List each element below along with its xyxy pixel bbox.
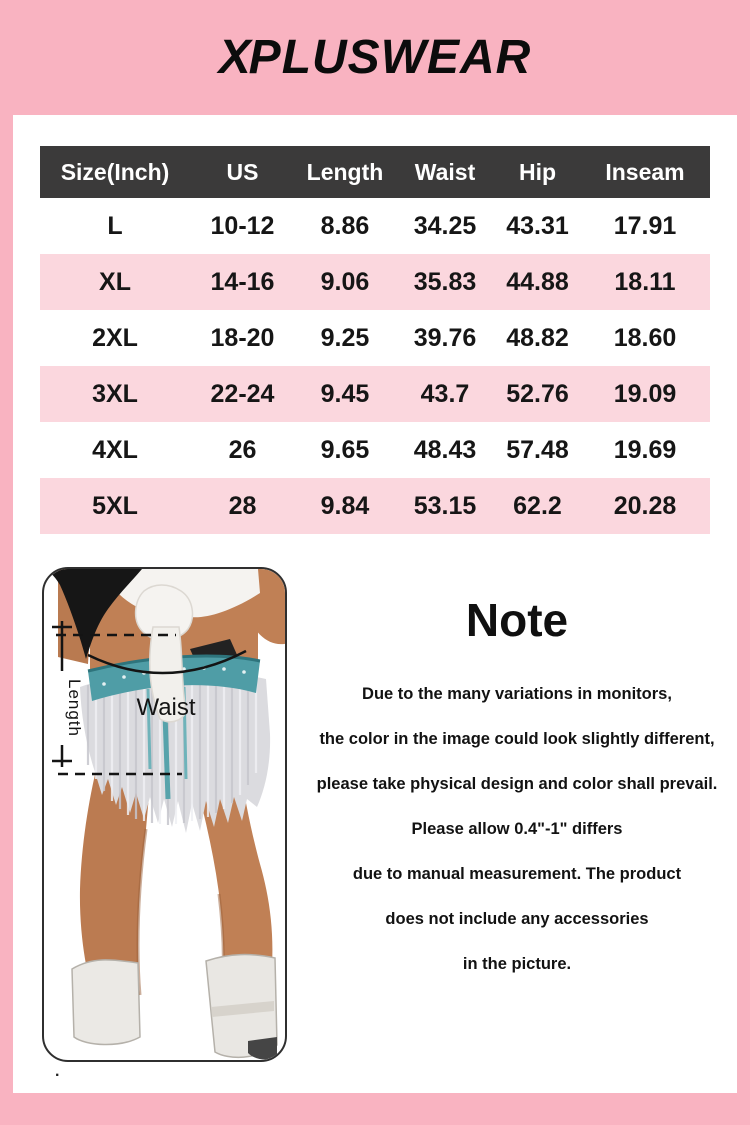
length-label: Length [65,679,84,737]
table-cell: 20.28 [613,491,677,520]
brand-logo-text: PLUSWEAR [248,31,532,84]
table-row [40,422,710,478]
table-cell: 26 [228,435,257,464]
table-row [40,198,710,254]
table-cell: XL [99,267,131,296]
table-cell: 19.69 [613,435,677,464]
content-card [13,115,737,1093]
table-cell: 44.88 [506,267,569,296]
table-cell: 39.76 [413,323,477,352]
table-cell: 35.83 [413,267,477,296]
table-cell: L [107,211,123,240]
table-cell: 9.45 [320,379,370,408]
waist-label: Waist [136,694,196,721]
table-cell: 28 [228,491,257,520]
note-line: does not include any accessories [385,910,649,928]
table-cell: 4XL [92,435,138,464]
left-boot [72,960,140,1045]
header-cell-length: Length [306,158,384,185]
header-cell-waist: Waist [414,158,476,185]
table-cell: 14-16 [210,267,275,296]
note-line: due to manual measurement. The product [352,865,682,883]
model-photo-illustration [44,569,287,1062]
table-cell: 43.31 [506,211,569,240]
note-line: Please allow 0.4"-1" differs [411,820,623,838]
table-cell: 3XL [92,379,138,408]
table-cell: 9.84 [320,491,370,520]
note-title: Note [465,594,569,646]
table-cell: 43.7 [420,379,470,408]
table-cell: 34.25 [413,211,477,240]
stray-dot: . [55,1063,60,1080]
measurement-figure [42,567,287,1062]
table-cell: 9.06 [320,267,370,296]
table-cell: 18.11 [614,267,676,296]
table-cell: 9.25 [320,323,370,352]
table-cell: 17.91 [613,211,677,240]
table-row [40,478,710,534]
table-header-row [40,146,710,198]
table-cell: 10-12 [210,211,275,240]
table-cell: 62.2 [513,491,562,520]
brand-logo-x: X [218,31,252,84]
note-line: in the picture. [462,955,572,973]
table-cell: 52.76 [506,379,569,408]
table-cell: 2XL [92,323,138,352]
note-line: please take physical design and color shall prevail. [316,775,718,793]
note-section [301,593,733,1000]
table-cell: 5XL [92,491,138,520]
note-line: the color in the image could look slightly different, [319,730,715,748]
table-cell: 22-24 [210,379,275,408]
table-cell: 53.15 [413,491,477,520]
table-cell: 9.65 [320,435,370,464]
table-cell: 18-20 [210,323,275,352]
table-row [40,310,710,366]
table-cell: 19.09 [613,379,677,408]
brand-logo [219,30,532,85]
header-cell-size: Size(Inch) [60,158,170,185]
table-cell: 8.86 [320,211,370,240]
header-cell-inseam: Inseam [605,158,685,185]
table-cell: 57.48 [506,435,569,464]
size-table [40,146,710,534]
table-row [40,366,710,422]
table-row [40,254,710,310]
table-cell: 48.43 [413,435,477,464]
header-cell-hip: Hip [518,158,557,185]
table-cell: 48.82 [506,323,569,352]
table-cell: 18.60 [613,323,677,352]
logo-bar [0,0,750,115]
header-cell-us: US [226,158,259,185]
note-line: Due to the many variations in monitors, [362,685,672,703]
